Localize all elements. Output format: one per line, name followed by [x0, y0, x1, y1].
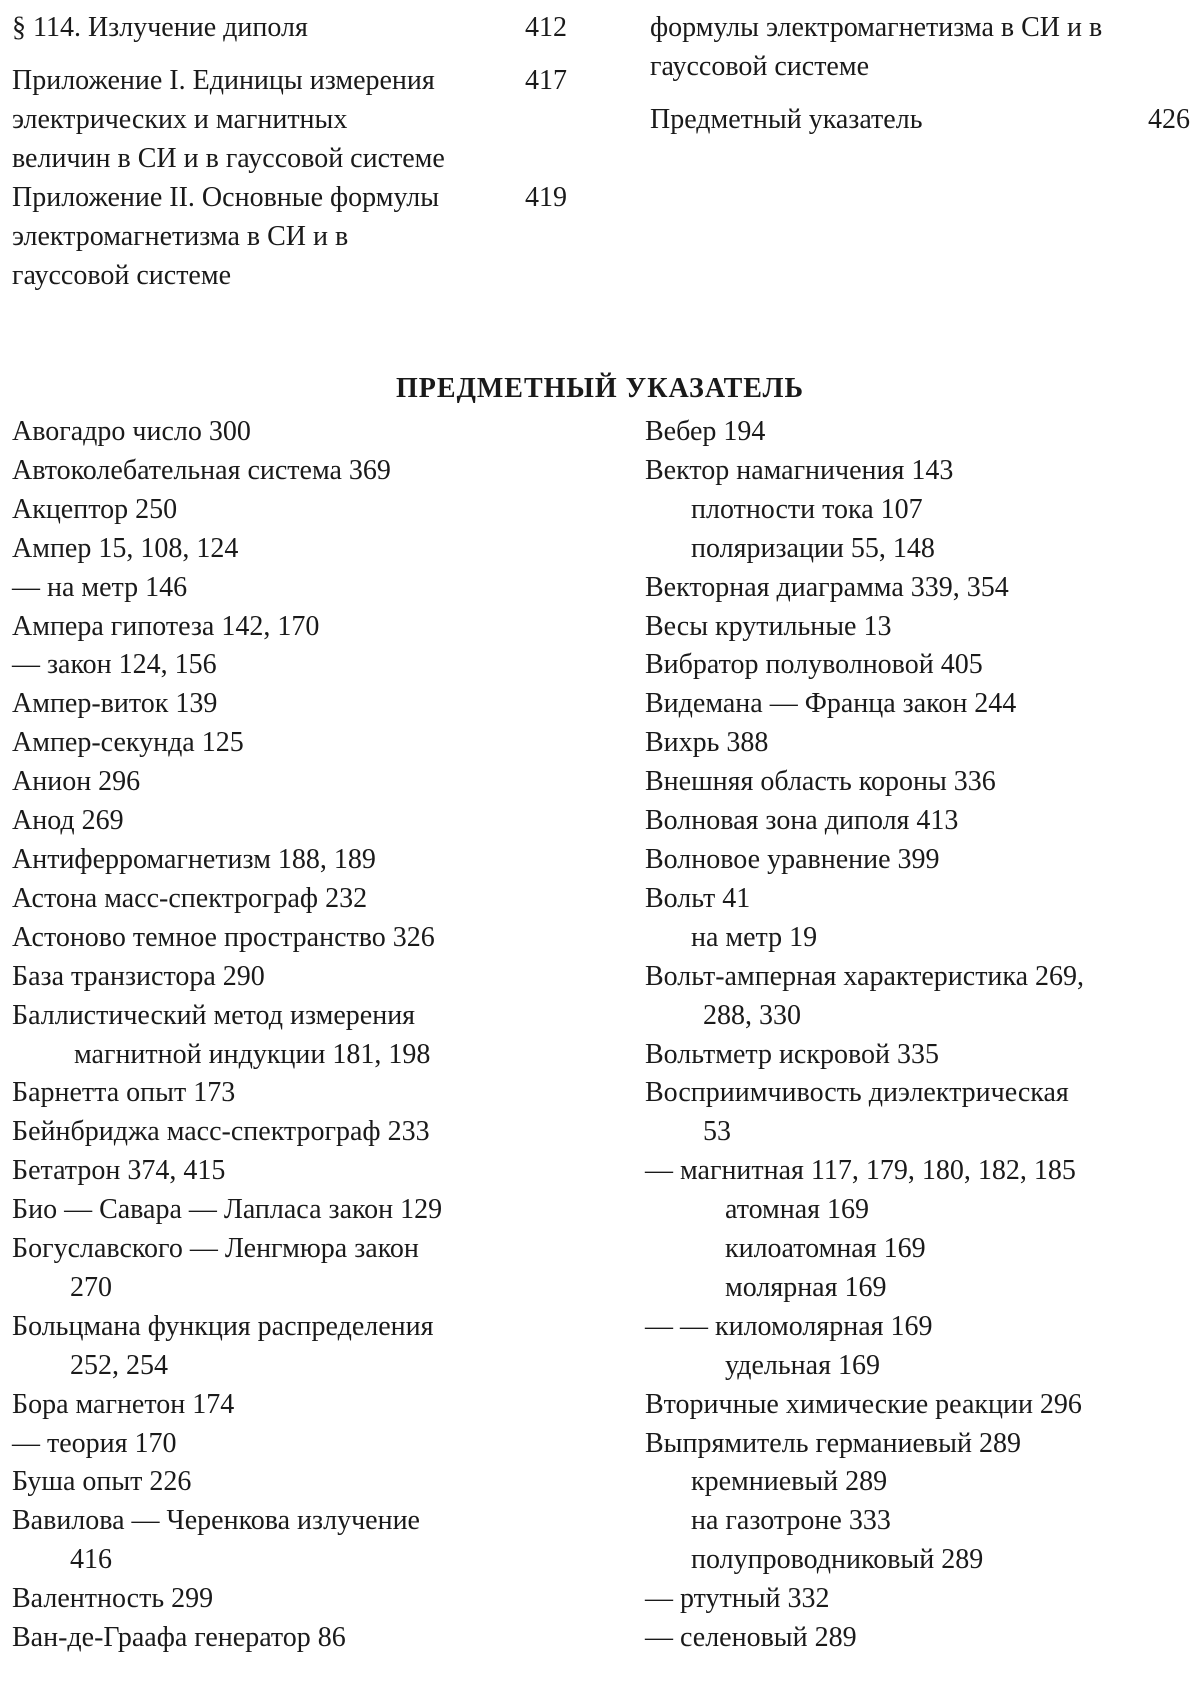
index-entry: Выпрямитель германиевый 289 — [645, 1427, 1021, 1459]
toc-entry[interactable] — [12, 8, 567, 47]
index-entry: Вавилова — Черенкова излучение — [12, 1505, 420, 1537]
toc-entry-page: 426 — [1148, 104, 1190, 135]
index-entry: — селеновый 289 — [645, 1622, 857, 1654]
index-entry: — магнитная 117, 179, 180, 182, 185 — [645, 1155, 1076, 1187]
toc-entry-title: Предметный указатель — [650, 104, 923, 135]
index-entry: Ампера гипотеза 142, 170 — [12, 610, 320, 642]
index-entry: Ван-де-Граафа генератор 86 — [12, 1622, 346, 1654]
index-entry: Валентность 299 — [12, 1583, 214, 1615]
index-entry: Био — Савара — Лапласа закон 129 — [12, 1194, 443, 1226]
index-entry: Вихрь 388 — [645, 727, 769, 759]
index-title: ПРЕДМЕТНЫЙ УКАЗАТЕЛЬ — [396, 373, 804, 404]
toc-entry-title: § 114. Излучение диполя — [12, 12, 308, 43]
index-entry: — закон 124, 156 — [12, 649, 217, 681]
index-entry: Больцмана функция распределения — [12, 1310, 434, 1342]
index-entry: Вектор намагничения 143 — [645, 454, 954, 486]
index-entry: Ампер-виток 139 — [12, 688, 218, 720]
toc-entry-page: 417 — [525, 65, 567, 96]
index-entry: Вторичные химические реакции 296 — [645, 1388, 1082, 1420]
toc-left-column — [12, 8, 567, 295]
index-entry: Богуславского — Ленгмюра закон — [12, 1233, 419, 1265]
toc-entry-title: Приложение II. Основные формулы электромагнетизма в СИ и в гауссовой системе — [12, 182, 439, 291]
index-subentry: молярная 169 — [725, 1271, 887, 1303]
toc-right-column — [650, 8, 1190, 153]
index-entry: Антиферромагнетизм 188, 189 — [12, 843, 376, 875]
index-entry: Акцептор 250 — [12, 493, 178, 525]
index-subentry: плотности тока 107 — [691, 493, 923, 525]
index-entry: Вебер 194 — [645, 416, 766, 447]
toc-continuation — [650, 8, 1190, 86]
index-entry: Астоново темное пространство 326 — [12, 921, 435, 953]
toc-entry[interactable] — [12, 61, 567, 178]
index-entry: Векторная диаграмма 339, 354 — [645, 571, 1009, 603]
index-entry: Внешняя область короны 336 — [645, 766, 996, 798]
index-entry: Автоколебательная система 369 — [12, 454, 391, 486]
index-subentry: килоатомная 169 — [725, 1233, 926, 1265]
index-entry-continuation: 416 — [70, 1544, 112, 1576]
index-subentry: атомная 169 — [725, 1194, 870, 1226]
index-subentry: поляризации 55, 148 — [691, 532, 935, 564]
index-entry: Анион 296 — [12, 766, 141, 798]
toc-entry-page: 419 — [525, 182, 567, 213]
index-entry-continuation: 252, 254 — [70, 1349, 168, 1381]
index-entry: — теория 170 — [12, 1427, 177, 1459]
index-entry: Вольт-амперная характеристика 269, — [645, 960, 1085, 992]
index-entry: Вольтметр искровой 335 — [645, 1038, 939, 1070]
index-subentry: полупроводниковый 289 — [691, 1544, 984, 1576]
toc-entry[interactable] — [12, 178, 567, 295]
index-entry: Бетатрон 374, 415 — [12, 1155, 226, 1187]
index-subentry: удельная 169 — [725, 1349, 880, 1381]
index-entry: Буша опыт 226 — [12, 1466, 192, 1498]
toc-entry[interactable] — [650, 100, 1190, 139]
index-entry: Баллистический метод измерения — [12, 999, 416, 1031]
index-entry: Волновое уравнение 399 — [645, 843, 940, 875]
index-entry: Барнетта опыт 173 — [12, 1077, 236, 1109]
index-entry: — на метр 146 — [12, 571, 188, 603]
index-subentry: на газотроне 333 — [691, 1505, 891, 1537]
index-entry: Анод 269 — [12, 805, 124, 837]
index-entry: — ртутный 332 — [645, 1583, 830, 1615]
index-entry: Видемана — Франца закон 244 — [645, 688, 1017, 720]
index-entry-continuation: 53 — [703, 1116, 731, 1148]
index-entry: Восприимчивость диэлектрическая — [645, 1077, 1069, 1109]
index-entry: Ампер 15, 108, 124 — [12, 532, 239, 564]
index-entry-continuation: 288, 330 — [703, 999, 801, 1031]
index-subentry: кремниевый 289 — [691, 1466, 888, 1498]
index-left-column — [12, 413, 557, 1658]
index-entry: Авогадро число 300 — [12, 416, 251, 447]
index-entry: Ампер-секунда 125 — [12, 727, 244, 759]
index-entry: Вибратор полуволновой 405 — [645, 649, 983, 681]
index-entry: Вольт 41 — [645, 882, 751, 914]
index-entry: Волновая зона диполя 413 — [645, 805, 959, 837]
index-entry-continuation: магнитной индукции 181, 198 — [74, 1038, 431, 1070]
index-entry: — — киломолярная 169 — [645, 1310, 933, 1342]
index-entry: Бора магнетон 174 — [12, 1388, 235, 1420]
toc-continuation-text: формулы электромагнетизма в СИ и в гауссовой системе — [650, 12, 1103, 82]
index-entry: База транзистора 290 — [12, 960, 265, 992]
index-entry: Астона масс-спектрограф 232 — [12, 882, 368, 914]
index-entry: Весы крутильные 13 — [645, 610, 892, 642]
index-entry: Бейнбриджа масс-спектрограф 233 — [12, 1116, 430, 1148]
toc-entry-title: Приложение I. Единицы измерения электрических и магнитных величин в СИ и в гауссовой системе — [12, 65, 445, 174]
index-right-column — [645, 413, 1190, 1658]
index-entry-continuation: 270 — [70, 1271, 112, 1303]
index-subentry: на метр 19 — [691, 921, 818, 953]
toc-entry-page: 412 — [525, 12, 567, 43]
